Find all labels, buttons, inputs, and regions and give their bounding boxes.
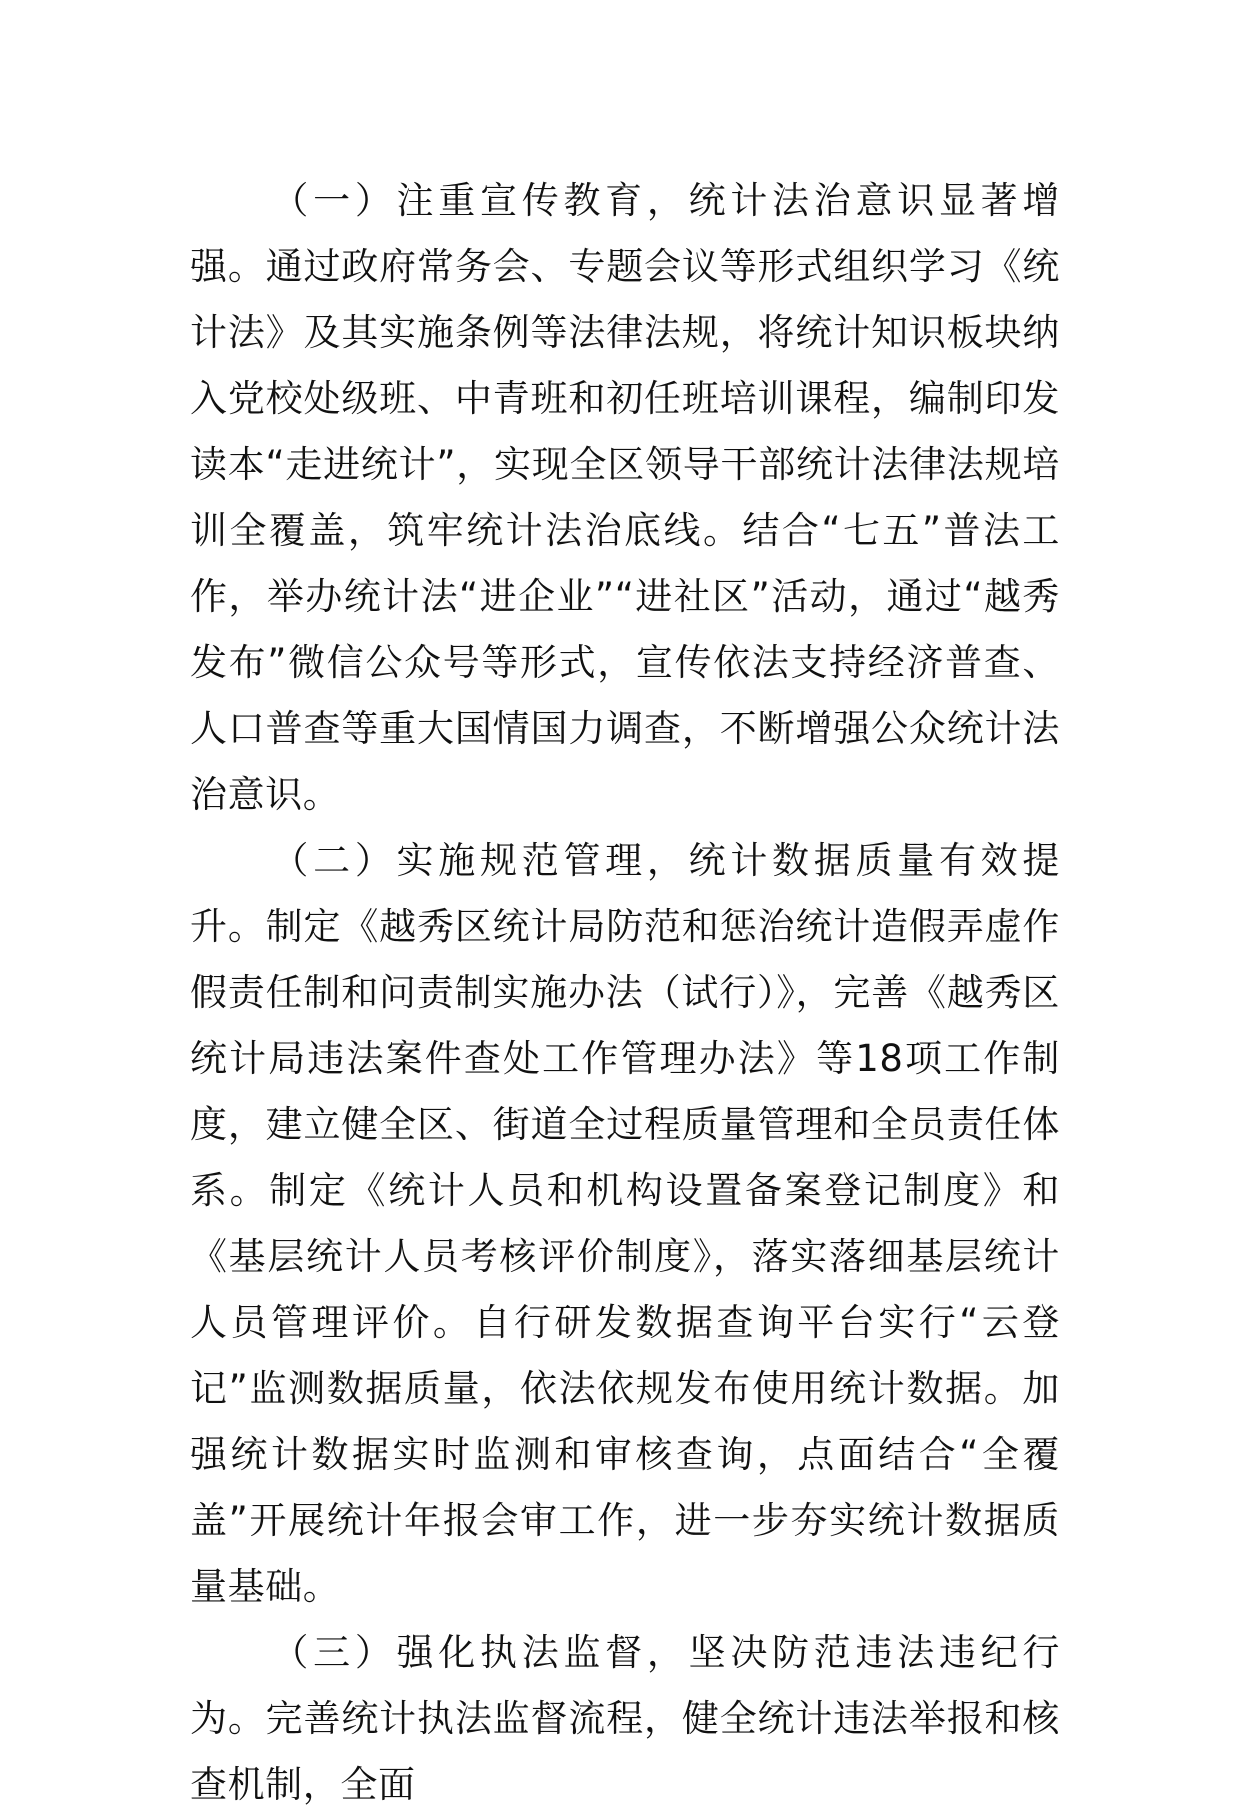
paragraph-standardized-management: （二）实施规范管理，统计数据质量有效提升。制定《越秀区统计局防范和惩治统计造假弄虚作假责任制和问责制实施办法（试行）》，完善《越秀区统计局违法案件查处工作管理办法》等18项工作制度，建立健全区、街道全过程质量管理和全员责任体系。制定《统计人员和机构设置备案登记制度》和《基层统计人员考核评价制度》，落实落细基层统计人员管理评价。自行研发数据查询平台实行“云登记”监测数据质量，依法依规发布使用统计数据。加强统计数据实时监测和审核查询，点面结合“全覆盖”开展统计年报会审工作，进一步夯实统计数据质量基础。: [190, 839, 1060, 1608]
document-body: [190, 168, 1060, 1818]
paragraph-publicity-education: （一）注重宣传教育，统计法治意识显著增强。通过政府常务会、专题会议等形式组织学习《统计法》及其实施条例等法律法规，将统计知识板块纳入党校处级班、中青班和初任班培训课程，编制印发读本“走进统计”，实现全区领导干部统计法律法规培训全覆盖，筑牢统计法治底线。结合“七五”普法工作，举办统计法“进企业”“进社区”活动，通过“越秀发布”微信公众号等形式，宣传依法支持经济普查、人口普查等重大国情国力调查，不断增强公众统计法治意识。: [190, 179, 1060, 816]
paragraph-law-enforcement-supervision: （三）强化执法监督，坚决防范违法违纪行为。完善统计执法监督流程，健全统计违法举报和核查机制，全面: [190, 1631, 1060, 1806]
